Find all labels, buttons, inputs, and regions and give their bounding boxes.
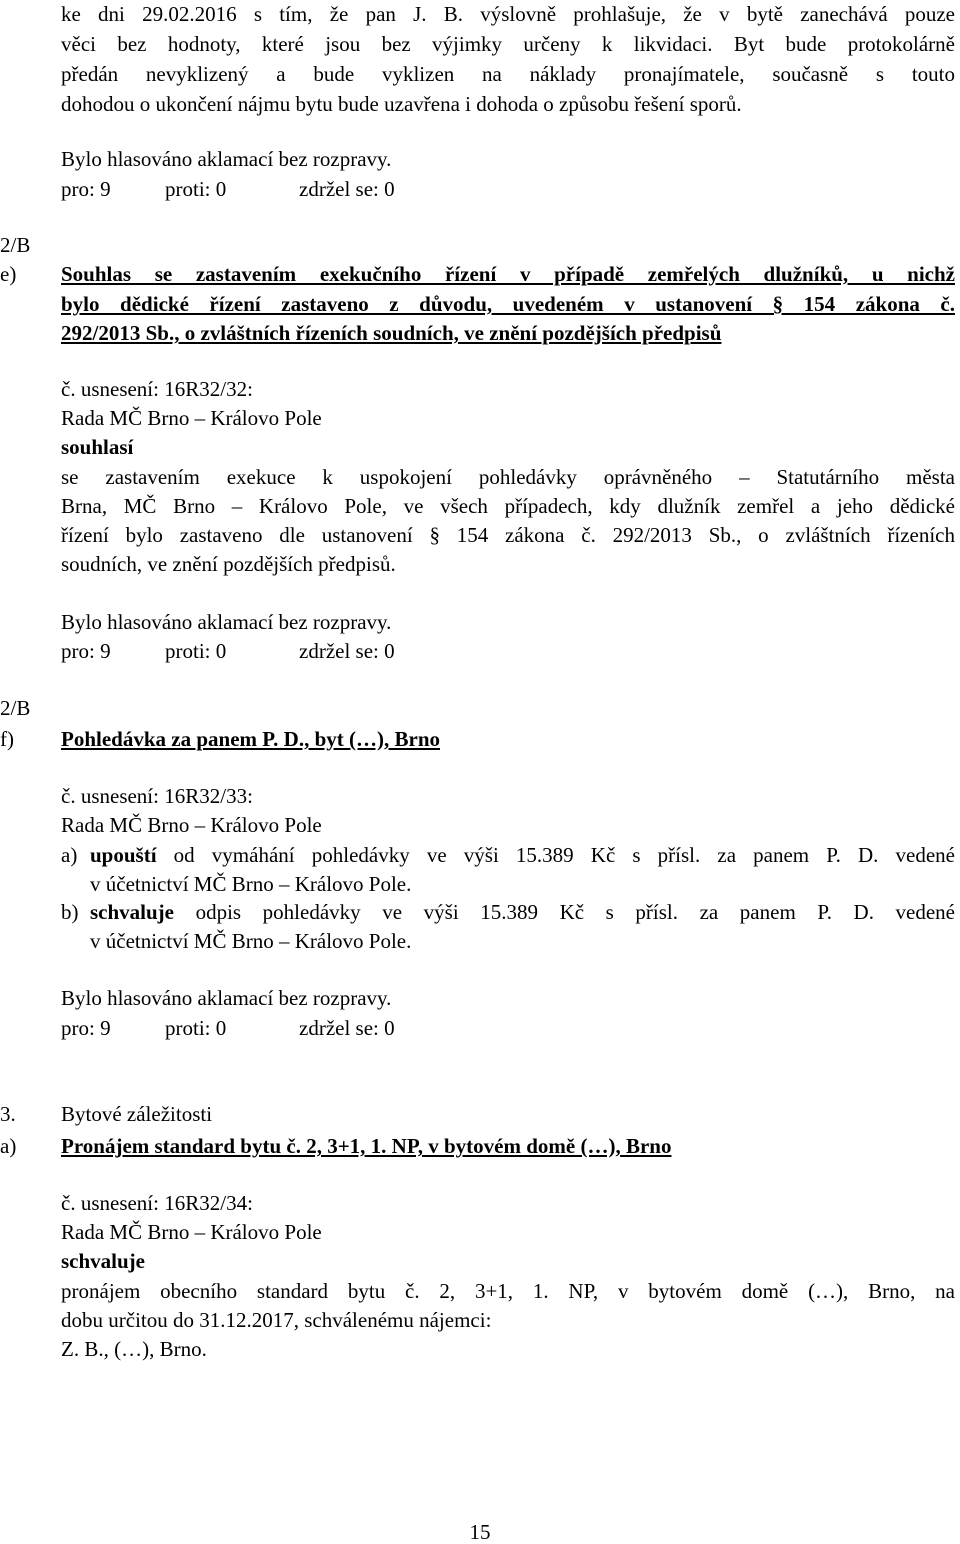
item-f-council: Rada MČ Brno – Královo Pole: [61, 813, 322, 837]
item-f-resolution-number: č. usnesení: 16R32/33:: [61, 784, 253, 808]
vote-pro: pro: 9: [61, 177, 111, 201]
item-e-council: Rada MČ Brno – Královo Pole: [61, 406, 322, 430]
item-f-point-b-line: [90, 900, 955, 924]
item-f-point-b-text: odpis pohledávky ve výši 15.389 Kč s přísl. za panem P. D. vedené: [195, 900, 956, 924]
item-f-heading: Pohledávka za panem P. D., byt (…), Brno: [61, 727, 440, 751]
section-3a-body-3: Z. B., (…), Brno.: [61, 1337, 207, 1361]
item-f-number: 2/B: [0, 696, 31, 720]
item-f-point-a-label: a): [61, 843, 78, 867]
vote-zdrzel: zdržel se: 0: [299, 1016, 395, 1040]
vote-result-3: [61, 1016, 395, 1040]
intro-line-1: ke dni 29.02.2016 s tím, že pan J. B. výslovně prohlašuje, že v bytě zanechává pouze: [61, 2, 955, 26]
vote-result-2: [61, 639, 395, 663]
section-3a-heading: Pronájem standard bytu č. 2, 3+1, 1. NP, v bytovém domě (…), Brno: [61, 1134, 672, 1158]
section-3-number: 3.: [0, 1102, 16, 1126]
item-e-body-1: se zastavením exekuce k uspokojení pohledávky oprávněného – Statutárního města: [61, 465, 955, 489]
item-e-number: 2/B: [0, 233, 31, 257]
item-e-heading-1: Souhlas se zastavením exekučního řízení v případě zemřelých dlužníků, u nichž: [61, 262, 955, 286]
item-f-point-a-verb: upouští: [90, 843, 157, 867]
item-f-point-b-label: b): [61, 900, 79, 924]
vote-proti: proti: 0: [165, 639, 227, 663]
section-3-title: Bytové záležitosti: [61, 1102, 213, 1126]
vote-zdrzel: zdržel se: 0: [299, 639, 395, 663]
vote-result-1: [61, 177, 395, 201]
item-e-heading-3: 292/2013 Sb., o zvláštních řízeních soudních, ve znění pozdějších předpisů: [61, 321, 722, 345]
intro-line-2: věci bez hodnoty, které jsou bez výjimky určeny k likvidaci. Byt bude protokolárně: [61, 32, 955, 56]
item-e-verb: souhlasí: [61, 435, 134, 459]
item-e-body-4: soudních, ve znění pozdějších předpisů.: [61, 552, 396, 576]
item-f-point-b-cont: v účetnictví MČ Brno – Královo Pole.: [90, 929, 412, 953]
item-e-heading-2: bylo dědické řízení zastaveno z důvodu, uvedeném v ustanovení § 154 zákona č.: [61, 292, 955, 316]
item-e-body-2: Brna, MČ Brno – Královo Pole, ve všech případech, kdy dlužník zemřel a jeho dědické: [61, 494, 955, 518]
page-number: 15: [469, 1520, 491, 1544]
vote-acclamation-2: Bylo hlasováno aklamací bez rozpravy.: [61, 610, 392, 634]
vote-acclamation-1: Bylo hlasováno aklamací bez rozpravy.: [61, 147, 392, 171]
item-f-point-b-verb: schvaluje: [90, 900, 174, 924]
vote-zdrzel: zdržel se: 0: [299, 177, 395, 201]
item-f-letter: f): [0, 727, 14, 751]
section-3a-letter: a): [0, 1134, 17, 1158]
vote-acclamation-3: Bylo hlasováno aklamací bez rozpravy.: [61, 986, 392, 1010]
vote-proti: proti: 0: [165, 1016, 227, 1040]
intro-line-4: dohodou o ukončení nájmu bytu bude uzavřena i dohoda o způsobu řešení sporů.: [61, 92, 742, 116]
section-3a-resolution-number: č. usnesení: 16R32/34:: [61, 1191, 253, 1215]
section-3a-body-1: pronájem obecního standard bytu č. 2, 3+1, 1. NP, v bytovém domě (…), Brno, na: [61, 1279, 955, 1303]
section-3a-verb: schvaluje: [61, 1249, 145, 1273]
vote-pro: pro: 9: [61, 1016, 111, 1040]
item-f-point-a-line: [90, 843, 955, 867]
item-e-body-3: řízení bylo zastaveno dle ustanovení § 154 zákona č. 292/2013 Sb., o zvláštních řízeních: [61, 523, 955, 547]
vote-proti: proti: 0: [165, 177, 227, 201]
section-3a-council: Rada MČ Brno – Královo Pole: [61, 1220, 322, 1244]
item-f-point-a-text: od vymáhání pohledávky ve výši 15.389 Kč s přísl. za panem P. D. vedené: [173, 843, 955, 867]
section-3a-body-2: dobu určitou do 31.12.2017, schválenému nájemci:: [61, 1308, 492, 1332]
item-e-resolution-number: č. usnesení: 16R32/32:: [61, 377, 253, 401]
intro-line-3: předán nevyklizený a bude vyklizen na náklady pronajímatele, současně s touto: [61, 62, 955, 86]
item-e-letter: e): [0, 262, 17, 286]
item-f-point-a-cont: v účetnictví MČ Brno – Královo Pole.: [90, 872, 412, 896]
vote-pro: pro: 9: [61, 639, 111, 663]
